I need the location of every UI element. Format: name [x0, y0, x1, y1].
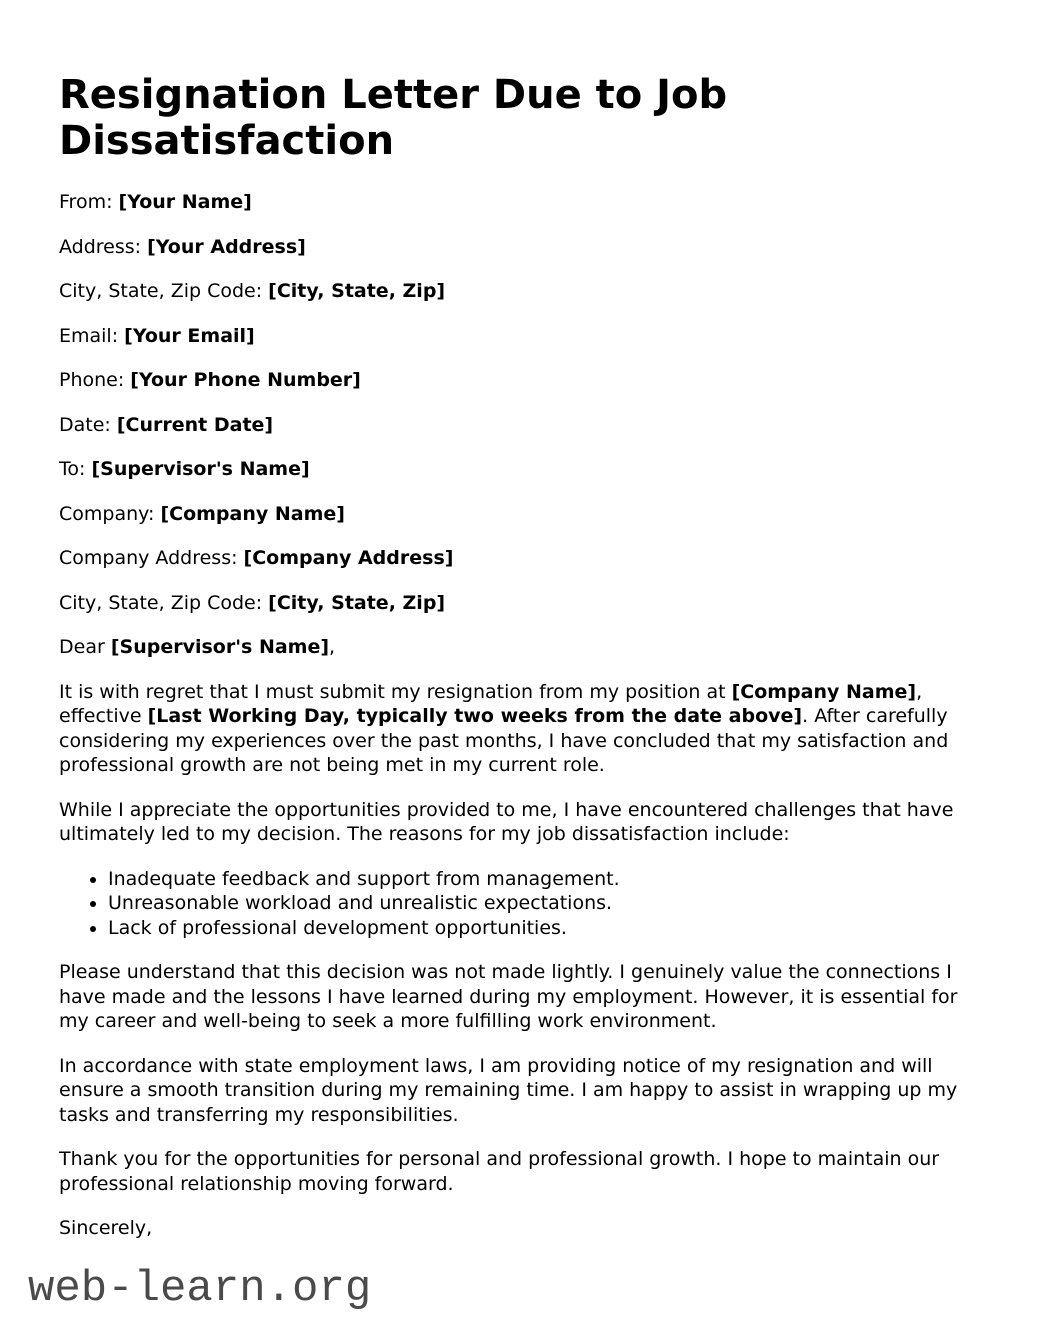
field-row-city-state-zip [59, 279, 979, 304]
field-row-company [59, 502, 979, 527]
paragraph-segment: . After carefully considering my experiences over the past months, I have concluded that my satisfaction and professional growth are not being met in my current role. [59, 705, 949, 776]
field-label: Phone: [59, 369, 131, 391]
salutation-suffix: , [329, 636, 336, 658]
field-label: Company: [59, 502, 161, 525]
field-row-company-address [59, 546, 979, 571]
field-label: City, State, Zip Code: [59, 591, 269, 614]
closing-sincerely: Sincerely, [59, 1217, 153, 1239]
field-row-address [59, 235, 979, 260]
field-label: Date: [59, 413, 117, 436]
list-item-reason: • Inadequate feedback and support from management. [108, 867, 979, 892]
salutation [59, 635, 979, 660]
field-label: Company Address: [59, 547, 244, 569]
field-label: Email: [59, 324, 125, 347]
field-value: [Your Address] [147, 235, 306, 258]
page-title: Resignation Letter Due to Job Dissatisfaction [59, 72, 728, 164]
field-value: [Supervisor's Name] [91, 458, 310, 480]
company-name-placeholder: [Company Name] [731, 680, 917, 703]
field-label: To: [59, 458, 92, 480]
field-label: From: [59, 191, 119, 213]
list-item-reason: • Lack of professional development opportunities. [108, 916, 979, 941]
paragraph-segment: , effective [59, 680, 923, 727]
reasons-list [59, 867, 979, 941]
field-row-phone [59, 368, 979, 393]
field-row-company-city-state-zip [59, 591, 979, 616]
paragraph-notice-transition: In accordance with state employment laws, I am providing notice of my resignation and will ensure a smooth transition during my remaining time. I am happy to assist in wrapping up my tasks and transferring my responsibilities. [59, 1054, 958, 1126]
field-value: [Company Address] [243, 547, 454, 569]
paragraph-reasons-intro: While I appreciate the opportunities provided to me, I have encountered challenges that have ultimately led to my decision. The reasons for my job dissatisfaction include: [59, 798, 954, 845]
field-value: [Current Date] [116, 413, 274, 436]
field-value: [City, State, Zip] [268, 591, 446, 614]
paragraph-resignation-statement [59, 680, 979, 778]
field-value: [Your Phone Number] [130, 369, 361, 391]
field-row-to [59, 457, 979, 482]
watermark-web-learn-org: web-learn.org [28, 1264, 372, 1314]
field-row-from [59, 190, 979, 215]
last-working-day-placeholder: [Last Working Day, typically two weeks from the date above] [147, 705, 803, 727]
field-row-date [59, 413, 979, 438]
salutation-name: [Supervisor's Name] [110, 636, 330, 658]
field-label: City, State, Zip Code: [59, 280, 269, 302]
field-value: [Your Name] [118, 191, 252, 213]
salutation-prefix: Dear [59, 636, 111, 658]
field-label: Address: [59, 235, 148, 258]
field-value: [Company Name] [160, 502, 345, 525]
paragraph-understanding: Please understand that this decision was not made lightly. I genuinely value the connections I have made and the lessons I have learned during my employment. However, it is essential for my career and well-being to seek a more fulfilling work environment. [59, 961, 958, 1032]
field-row-email [59, 324, 979, 349]
paragraph-segment: It is with regret that I must submit my resignation from my position at [59, 680, 732, 703]
field-value: [City, State, Zip] [268, 280, 446, 302]
paragraph-thanks: Thank you for the opportunities for personal and professional growth. I hope to maintain our professional relationship moving forward. [59, 1148, 940, 1195]
field-value: [Your Email] [124, 324, 255, 347]
list-item-reason: • Unreasonable workload and unrealistic expectations. [108, 891, 979, 916]
